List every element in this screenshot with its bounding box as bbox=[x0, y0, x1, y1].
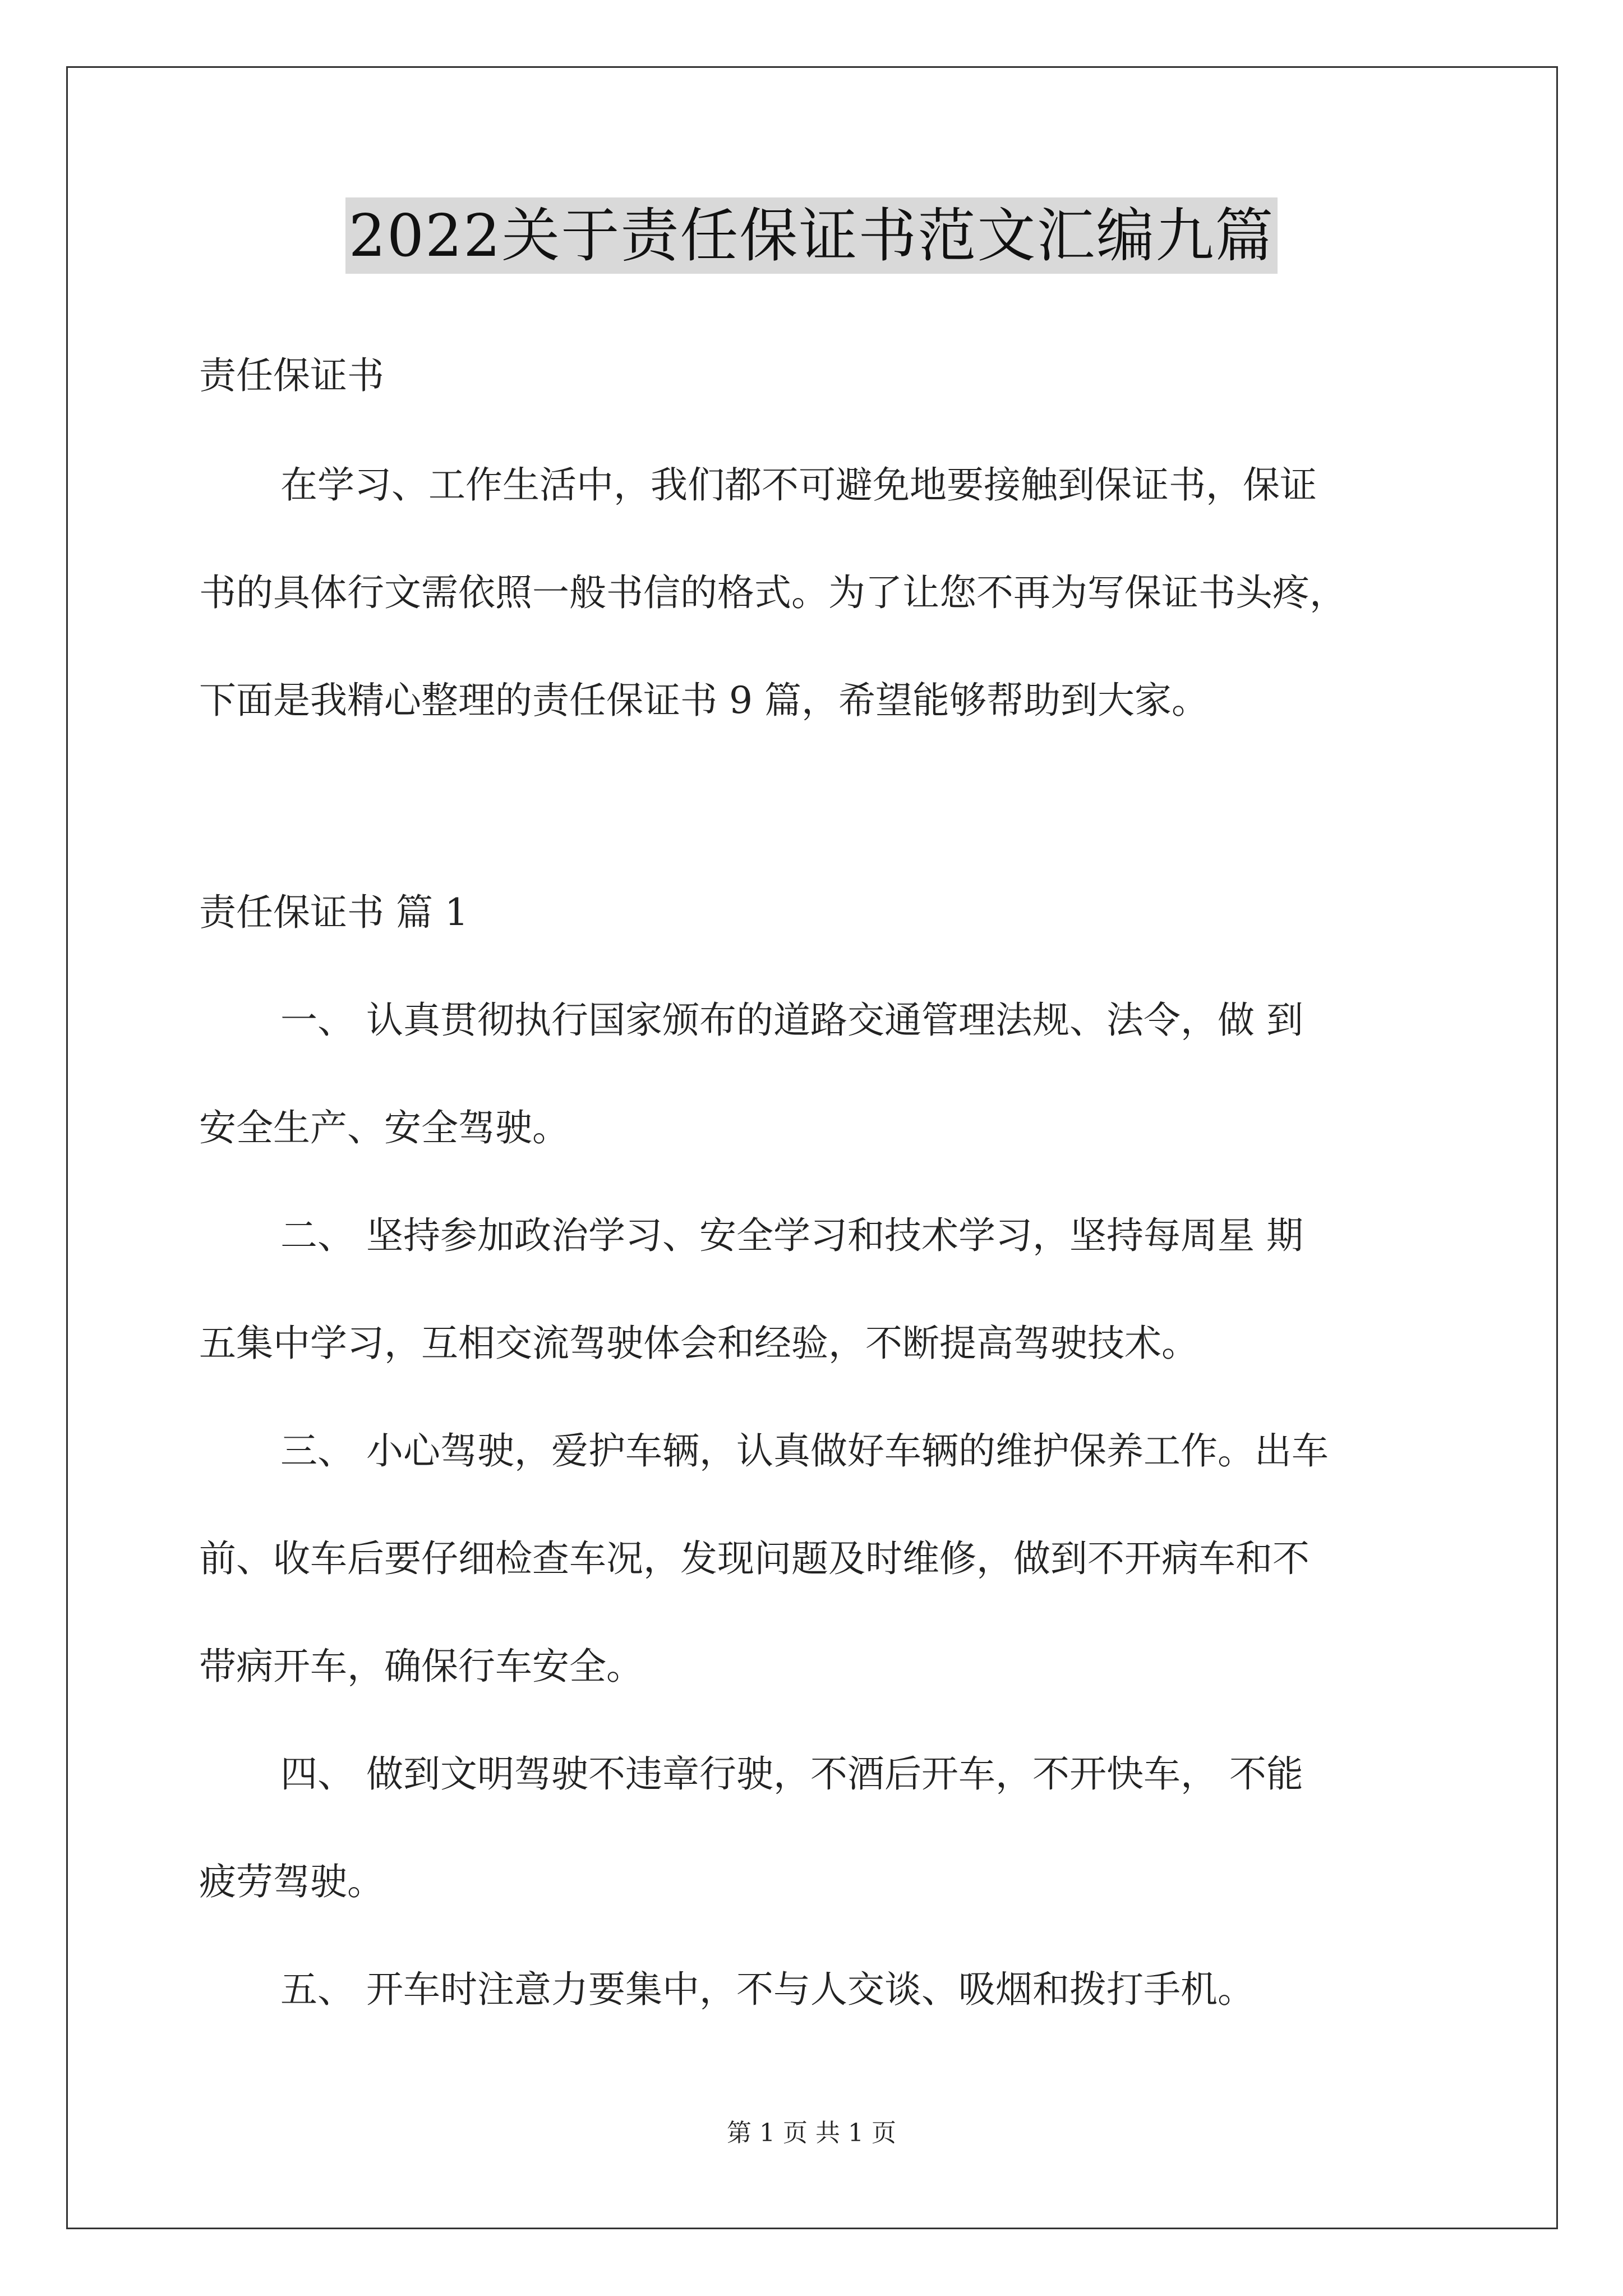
intro-heading: 责任保证书 bbox=[199, 354, 384, 397]
page-number-footer: 第 1 页 共 1 页 bbox=[727, 2119, 896, 2147]
item-1-line-2: 安全生产、安全驾驶。 bbox=[199, 1106, 569, 1149]
title-container bbox=[0, 197, 1623, 274]
item-5-line-1: 五、 开车时注意力要集中，不与人交谈、吸烟和拨打手机。 bbox=[280, 1968, 1255, 2011]
item-1-line-1: 一、 认真贯彻执行国家颁布的道路交通管理法规、法令，做 到 bbox=[280, 999, 1303, 1042]
item-4-line-1: 四、 做到文明驾驶不违章行驶，不酒后开车，不开快车， 不能 bbox=[280, 1752, 1303, 1796]
item-2-line-2: 五集中学习，互相交流驾驶体会和经验，不断提高驾驶技术。 bbox=[199, 1322, 1198, 1365]
item-3-line-1: 三、 小心驾驶，爱护车辆，认真做好车辆的维护保养工作。出车 bbox=[280, 1429, 1329, 1473]
item-2-line-1: 二、 坚持参加政治学习、安全学习和技术学习，坚持每周星 期 bbox=[280, 1214, 1303, 1257]
item-3-line-2: 前、收车后要仔细检查车况，发现问题及时维修，做到不开病车和不 bbox=[199, 1537, 1310, 1580]
section-heading: 责任保证书 篇 1 bbox=[199, 891, 468, 934]
intro-paragraph-line-3: 下面是我精心整理的责任保证书 9 篇，希望能够帮助到大家。 bbox=[199, 679, 1209, 722]
item-3-line-3: 带病开车，确保行车安全。 bbox=[199, 1645, 643, 1688]
item-4-line-2: 疲劳驾驶。 bbox=[199, 1860, 384, 1903]
intro-paragraph-line-1: 在学习、工作生活中，我们都不可避免地要接触到保证书，保证 bbox=[280, 463, 1317, 507]
intro-paragraph-line-2: 书的具体行文需依照一般书信的格式。为了让您不再为写保证书头疼， bbox=[199, 571, 1347, 614]
document-title: 2022关于责任保证书范文汇编九篇 bbox=[345, 197, 1278, 274]
